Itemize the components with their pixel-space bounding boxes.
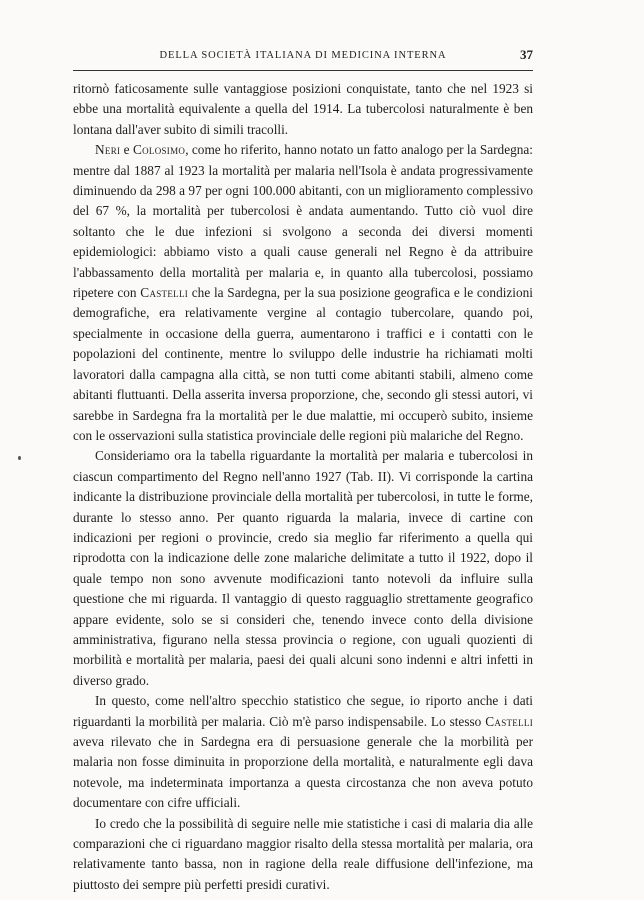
text-run: Consideriamo ora la tabella riguardante la mortalità per malaria e tubercolosi in ciascun compartimento del Regno nell'anno 1927 (Tab. II). Vi corrisponde la cartina indicante la distribuzione provinciale della mortalità per tubercolosi, in tutte le forme, durante lo stesso anno. Per quanto riguarda la malaria, invece di cartine con indicazioni per regioni o provincie, credo sia meglio far riferimento a quella qui riprodotta con la indicazione delle zone malariche delimitate a tutto il 1922, dopo il quale tempo non sono avvenute modificazioni tanto notevoli da influire sulla questione che mi riguarda. Il vantaggio di questo ragguaglio strettamente geografico appare evidente, solo se si consideri che, tenendo invece conto della divisione amministrativa, figurano nella stessa provincia o regione, con uguali quozienti di morbilità e mortalità per malaria, paesi dei quali alcuni sono indenni e altri infetti in diverso grado. [73, 448, 533, 688]
running-head-title: DELLA SOCIETÀ ITALIANA DI MEDICINA INTERNA [159, 50, 447, 61]
running-head [73, 46, 533, 66]
paragraph [73, 446, 533, 691]
page-number: 37 [520, 47, 533, 62]
paragraph [73, 691, 533, 813]
margin-speck [18, 456, 21, 460]
text-run: e [120, 142, 133, 158]
text-run: che la Sardegna, per la sua posizione geografica e le condizioni demografiche, era relativamente vergine al contagio tubercolare, quando poi, specialmente in occasione della guerra, aumentarono i traffici e i contatti con le popolazioni del continente, mentre lo sviluppo delle industrie ha richiamati molti lavoratori dalla campagna alla città, se non tutti come abitanti stabili, almeno come abitanti fluttuanti. Della asserita inversa proporzione, che, secondo gli stessi autori, vi sarebbe in Sardegna fra la mortalità per le due malattie, mi occuperò subito, insieme con le osservazioni sulla statistica provinciale delle regioni più malariche del Regno. [73, 285, 533, 443]
paragraph [73, 814, 533, 896]
author-name: Castelli [140, 285, 189, 301]
text-run: , come ho riferito, hanno notato un fatto analogo per la Sardegna: mentre dal 1887 al 1923 la mortalità per malaria nell'Isola è andata progressivamente diminuendo da 298 a 97 per ogni 100.000 abitanti, con un miglioramento complessivo del 67 %, la mortalità per tubercolosi è andata aumentando. Tutto ciò vuol dire soltanto che le due infezioni si svolgono a seconda dei diversi momenti epidemiologici: abbiamo visto a quali cause generali nel Regno è da attribuire l'abbassamento della mortalità per malaria e, in quanto alla tubercolosi, possiamo ripetere con [73, 142, 534, 301]
author-name: Neri [95, 142, 121, 158]
text-run: Io credo che la possibilità di seguire nelle mie statistiche i casi di malaria dia alle comparazioni che ci riguardano maggior risalto della stessa mortalità per malaria, ora relativamente tanto bassa, non in ragione della reale diffusione dell'infezione, ma piuttosto dei sempre più perfetti presidi curativi. [73, 815, 533, 892]
text-run: ritornò faticosamente sulle vantaggiose posizioni conquistate, tanto che nel 1923 si ebbe una mortalità equivalente a quella del 1914. La tubercolosi naturalmente è ben lontana dall'aver subito di simili tracolli. [73, 81, 533, 137]
author-name: Castelli [485, 713, 533, 729]
author-name: Colosimo [132, 142, 186, 158]
text-run: aveva rilevato che in Sardegna era di persuasione generale che la morbilità per malaria non fosse diminuita in proporzione della mortalità, e naturalmente egli dava notevole, ma indeterminata importanza a questa circostanza che non aveva potuto documentare con cifre ufficiali. [73, 734, 533, 811]
text-run: In questo, come nell'altro specchio statistico che segue, io riporto anche i dati riguardanti la morbilità per malaria. Ciò m'è parso indispensabile. Lo stesso [73, 693, 533, 729]
paragraph [73, 79, 533, 140]
body-text [73, 79, 533, 895]
header-rule [73, 70, 533, 71]
page [73, 46, 533, 895]
paragraph [73, 140, 533, 446]
